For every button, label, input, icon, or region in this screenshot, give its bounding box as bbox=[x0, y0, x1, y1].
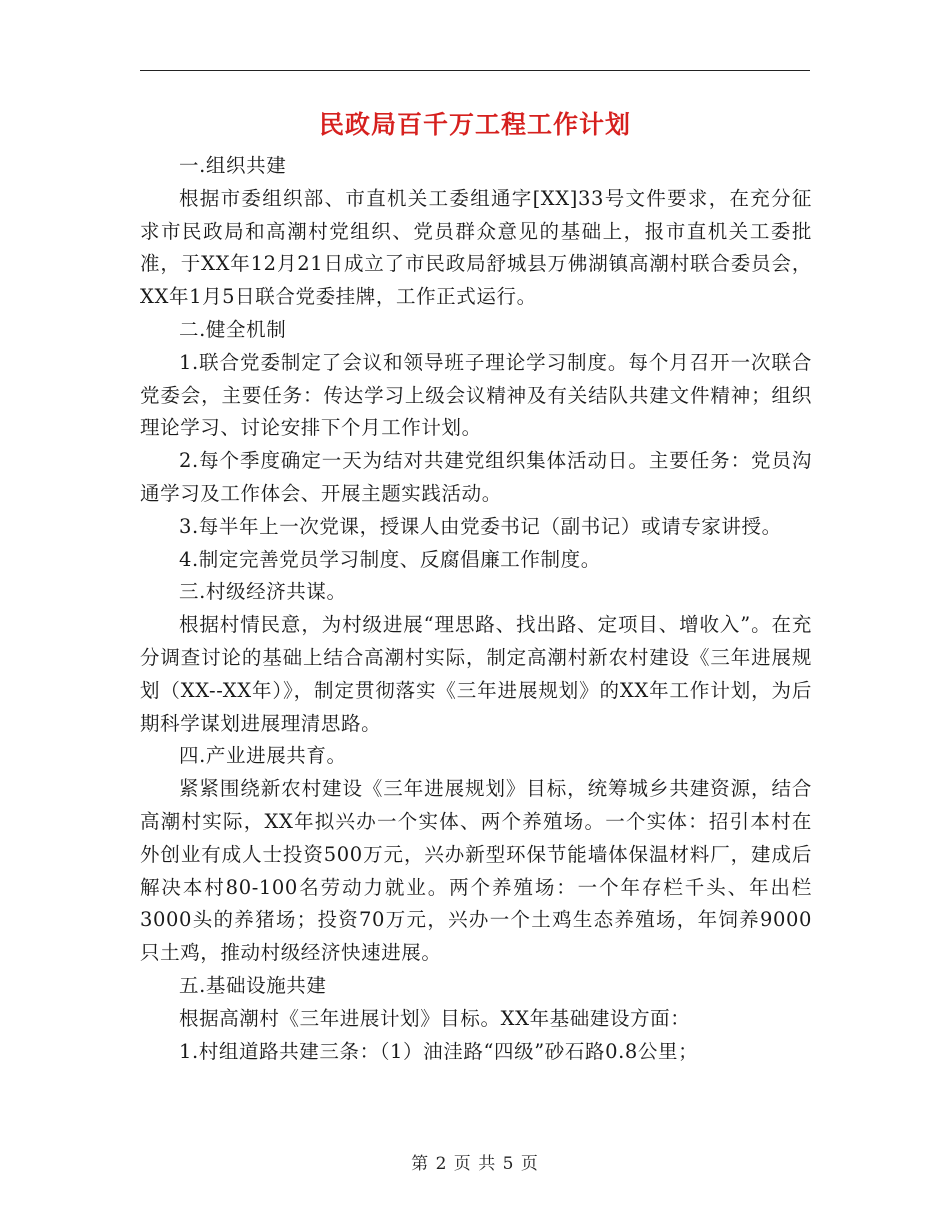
document-title: 民政局百千万工程工作计划 bbox=[318, 110, 631, 139]
paragraph: 1.村组道路共建三条：（1）油洼路“四级”砂石路0.8公里； bbox=[179, 1039, 699, 1063]
paragraph: 紧紧围绕新农村建设《三年进展规划》目标，统筹城乡共建资源，结合高潮村实际，XX年拟兴办一个实体、两个养殖场。一个实体：招引本村在外创业有成人士投资500万元，兴办新型环保节能墙体保温材料厂，建成后解决本村80-100名劳动力就业。两个养殖场：一个年存栏千头、年出栏3000头的养猪场；投资70万元，兴办一个土鸡生态养殖场，年饲养9000只土鸡，推动村级经济快速进展。 bbox=[140, 777, 812, 965]
paragraph: 4.制定完善党员学习制度、反腐倡廉工作制度。 bbox=[179, 547, 601, 571]
section-heading-3: 三.村级经济共谋。 bbox=[179, 580, 347, 604]
paragraph: 2.每个季度确定一天为结对共建党组织集体活动日。主要任务：党员沟通学习及工作体会、开展主题实践活动。 bbox=[140, 449, 812, 505]
paragraph: 根据高潮村《三年进展计划》目标。XX年基础建设方面： bbox=[179, 1006, 691, 1030]
section-heading-5: 五.基础设施共建 bbox=[179, 973, 327, 997]
document-body bbox=[140, 150, 812, 1068]
section-heading-2: 二.健全机制 bbox=[179, 317, 287, 341]
section-heading-4: 四.产业进展共育。 bbox=[179, 744, 347, 768]
header-rule bbox=[140, 70, 810, 71]
page-number-footer: 第 2 页 共 5 页 bbox=[411, 1154, 539, 1174]
paragraph: 根据市委组织部、市直机关工委组通字[XX]33号文件要求，在充分征求市民政局和高潮村党组织、党员群众意见的基础上，报市直机关工委批准，于XX年12月21日成立了市民政局舒城县万佛湖镇高潮村联合委员会，XX年1月5日联合党委挂牌，工作正式运行。 bbox=[140, 186, 812, 309]
paragraph: 3.每半年上一次党课，授课人由党委书记（副书记）或请专家讲授。 bbox=[179, 514, 782, 538]
paragraph: 1.联合党委制定了会议和领导班子理论学习制度。每个月召开一次联合党委会，主要任务：传达学习上级会议精神及有关结队共建文件精神；组织理论学习、讨论安排下个月工作计划。 bbox=[140, 350, 812, 440]
paragraph: 根据村情民意，为村级进展“理思路、找出路、定项目、增收入”。在充分调查讨论的基础上结合高潮村实际，制定高潮村新农村建设《三年进展规划（XX--XX年）》，制定贯彻落实《三年进展规划》的XX年工作计划，为后期科学谋划进展理清思路。 bbox=[140, 613, 812, 735]
section-heading-1: 一.组织共建 bbox=[179, 154, 287, 177]
